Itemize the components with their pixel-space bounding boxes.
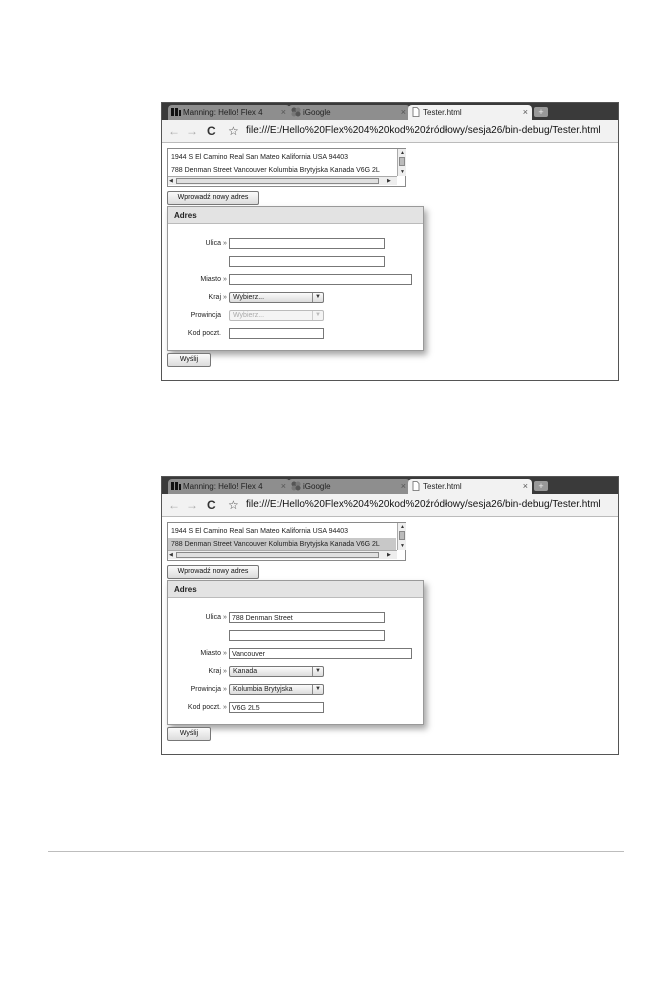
submit-button[interactable]: Wyślij <box>167 727 211 741</box>
igoogle-favicon-icon <box>291 481 301 491</box>
tab-tester[interactable] <box>408 479 532 494</box>
province-select[interactable] <box>229 684 324 695</box>
required-marker: » <box>223 276 227 283</box>
scroll-down-icon[interactable]: ▼ <box>400 543 405 549</box>
street-label: Ulica <box>205 240 221 247</box>
manning-favicon-icon <box>171 481 181 491</box>
page-content <box>162 143 618 380</box>
postal-input[interactable]: V6G 2L5 <box>229 702 324 713</box>
required-marker: » <box>223 704 227 711</box>
city-label: Miasto <box>200 650 221 657</box>
street2-input[interactable] <box>229 630 385 641</box>
address-panel <box>167 206 424 351</box>
required-marker: » <box>223 650 227 657</box>
vertical-scrollbar[interactable] <box>397 523 406 550</box>
address-bar[interactable]: file:///E:/Hello%20Flex%204%20kod%20źródłowy/sesja26/bin-debug/Tester.html <box>246 499 601 510</box>
chevron-down-icon[interactable]: ▼ <box>312 293 323 302</box>
close-icon[interactable]: × <box>522 107 528 117</box>
list-item-selected[interactable]: 788 Denman Street Vancouver Kolumbia Brytyjska Kanada V6G 2L <box>168 538 396 551</box>
tab-label: iGoogle <box>303 108 331 117</box>
close-icon[interactable]: × <box>280 481 286 491</box>
scroll-thumb[interactable] <box>399 157 405 166</box>
scroll-down-icon[interactable]: ▼ <box>400 169 405 175</box>
horizontal-scrollbar[interactable] <box>168 176 397 185</box>
tab-igoogle[interactable] <box>288 105 410 120</box>
horizontal-scrollbar[interactable] <box>168 550 397 559</box>
scroll-left-icon[interactable]: ◀ <box>169 552 173 558</box>
new-tab-icon[interactable]: + <box>534 107 548 117</box>
scroll-left-icon[interactable]: ◀ <box>169 178 173 184</box>
manning-favicon-icon <box>171 107 181 117</box>
browser-screenshot-2 <box>161 476 619 755</box>
scroll-right-icon[interactable]: ▶ <box>387 552 391 558</box>
chevron-down-icon[interactable]: ▼ <box>312 311 323 320</box>
close-icon[interactable]: × <box>400 107 406 117</box>
city-input[interactable]: Vancouver <box>229 648 412 659</box>
country-value: Wybierz... <box>233 294 265 301</box>
scroll-thumb[interactable] <box>399 531 405 540</box>
tab-tester[interactable] <box>408 105 532 120</box>
panel-title: Adres <box>168 581 423 598</box>
postal-label: Kod poczt. <box>187 330 221 337</box>
city-label: Miasto <box>200 276 221 283</box>
tab-label: iGoogle <box>303 482 331 491</box>
horizontal-divider <box>48 851 624 852</box>
address-panel <box>167 580 424 725</box>
star-icon[interactable]: ☆ <box>228 124 239 138</box>
postal-input[interactable] <box>229 328 324 339</box>
required-marker: » <box>223 686 227 693</box>
tab-label: Tester.html <box>423 108 462 117</box>
reload-icon[interactable]: C <box>207 498 216 512</box>
postal-label: Kod poczt. <box>187 704 221 711</box>
browser-screenshot-1 <box>161 102 619 381</box>
star-icon[interactable]: ☆ <box>228 498 239 512</box>
province-select[interactable] <box>229 310 324 321</box>
country-select[interactable] <box>229 666 324 677</box>
tab-label: Manning: Hello! Flex 4 <box>183 108 263 117</box>
province-label: Prowincja <box>190 312 221 319</box>
street-input[interactable] <box>229 238 385 249</box>
back-arrow-icon[interactable]: ← <box>168 124 180 138</box>
street-input[interactable]: 788 Denman Street <box>229 612 385 623</box>
country-label: Kraj <box>208 294 221 301</box>
required-marker: » <box>223 294 227 301</box>
chevron-down-icon[interactable]: ▼ <box>312 667 323 676</box>
new-tab-icon[interactable]: + <box>534 481 548 491</box>
page-icon <box>411 481 421 491</box>
tab-bar <box>162 477 618 494</box>
tab-label: Tester.html <box>423 482 462 491</box>
list-item[interactable]: 788 Denman Street Vancouver Kolumbia Brytyjska Kanada V6G 2L <box>171 167 380 174</box>
back-arrow-icon[interactable]: ← <box>168 498 180 512</box>
page-icon <box>411 107 421 117</box>
scroll-up-icon[interactable]: ▲ <box>400 524 405 530</box>
tab-manning[interactable] <box>168 105 290 120</box>
required-marker: » <box>223 668 227 675</box>
address-bar[interactable]: file:///E:/Hello%20Flex%204%20kod%20źródłowy/sesja26/bin-debug/Tester.html <box>246 125 601 136</box>
scroll-thumb[interactable] <box>176 178 379 184</box>
close-icon[interactable]: × <box>400 481 406 491</box>
list-item[interactable]: 1944 S El Camino Real San Mateo Kalifornia USA 94403 <box>171 154 349 161</box>
submit-button[interactable]: Wyślij <box>167 353 211 367</box>
new-address-button[interactable]: Wprowadź nowy adres <box>167 565 259 579</box>
tab-manning[interactable] <box>168 479 290 494</box>
street2-input[interactable] <box>229 256 385 267</box>
country-label: Kraj <box>208 668 221 675</box>
address-list[interactable] <box>167 522 406 561</box>
reload-icon[interactable]: C <box>207 124 216 138</box>
address-list[interactable] <box>167 148 406 187</box>
new-address-button[interactable]: Wprowadź nowy adres <box>167 191 259 205</box>
required-marker: » <box>223 240 227 247</box>
forward-arrow-icon[interactable]: → <box>186 124 198 138</box>
tab-label: Manning: Hello! Flex 4 <box>183 482 263 491</box>
required-marker: » <box>223 614 227 621</box>
igoogle-favicon-icon <box>291 107 301 117</box>
tab-igoogle[interactable] <box>288 479 410 494</box>
province-label: Prowincja <box>190 686 221 693</box>
scroll-thumb[interactable] <box>176 552 379 558</box>
country-select[interactable] <box>229 292 324 303</box>
street-label: Ulica <box>205 614 221 621</box>
scroll-up-icon[interactable]: ▲ <box>400 150 405 156</box>
browser-toolbar <box>162 120 618 143</box>
forward-arrow-icon[interactable]: → <box>186 498 198 512</box>
close-icon[interactable]: × <box>280 107 286 117</box>
province-value: Kolumbia Brytyjska <box>233 686 293 693</box>
page-content <box>162 517 618 754</box>
close-icon[interactable]: × <box>522 481 528 491</box>
vertical-scrollbar[interactable] <box>397 149 406 176</box>
province-value: Wybierz... <box>233 312 265 319</box>
scroll-right-icon[interactable]: ▶ <box>387 178 391 184</box>
list-item[interactable]: 1944 S El Camino Real San Mateo Kalifornia USA 94403 <box>171 528 349 535</box>
chevron-down-icon[interactable]: ▼ <box>312 685 323 694</box>
city-input[interactable] <box>229 274 412 285</box>
country-value: Kanada <box>233 668 258 675</box>
panel-title: Adres <box>168 207 423 224</box>
browser-toolbar <box>162 494 618 517</box>
tab-bar <box>162 103 618 120</box>
